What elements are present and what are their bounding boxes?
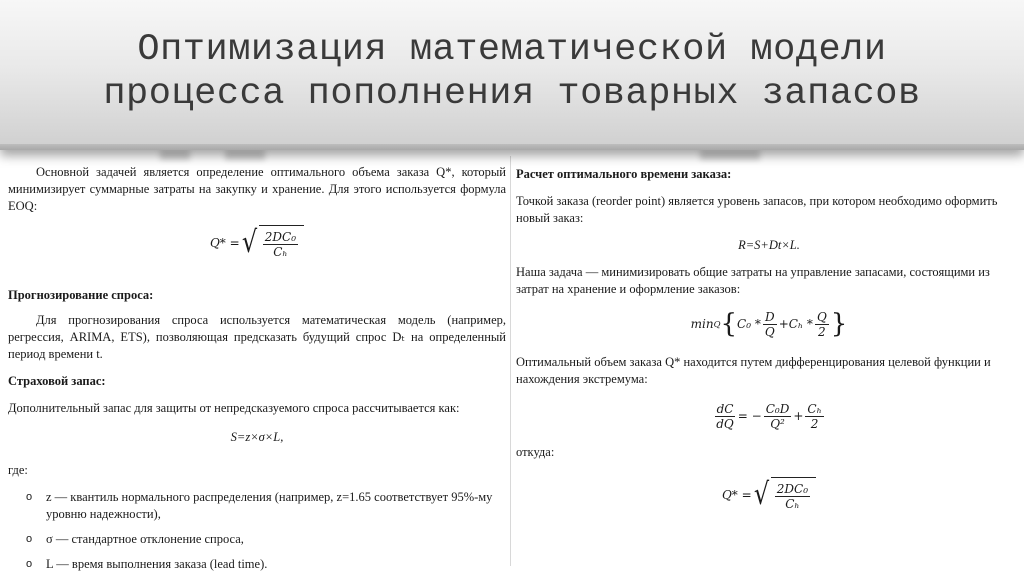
reorder-paragraph: Точкой заказа (reorder point) является уровень запасов, при котором необходимо оформить новый заказ: <box>516 194 998 225</box>
whence-label: откуда: <box>516 445 555 459</box>
sqrt-sign: √ $\frac{\text{2DC₀}}{\text{Cₕ}}$ <box>240 225 304 261</box>
column-divider <box>510 156 511 566</box>
left-column <box>8 158 506 581</box>
min-label: min <box>690 316 714 331</box>
deriv-t2-num: Cₕ <box>807 401 822 416</box>
heading-forecast: Прогнозирование спроса: <box>8 288 154 302</box>
eoq-denominator: Cₕ <box>273 245 288 259</box>
intro-paragraph: Основной задачей является определение оптимального объема заказа Q*, который минимизирует суммарные затраты на закупку и хранение. Для этого используется формула EOQ: <box>8 165 506 213</box>
optimal-paragraph: Оптимальный объем заказа Q* находится путем дифференцирования целевой функции и нахождения экстремума: <box>516 355 991 386</box>
eoq-formula-left <box>8 219 506 267</box>
deriv-t1-den: Q² <box>770 416 785 431</box>
min-frac2-num: Q <box>816 309 827 324</box>
safety-formula: S=z×σ×L, <box>230 430 284 444</box>
task-paragraph: Наша задача — минимизировать общие затраты на управление запасами, состоящими из затрат на хранение и оформление заказов: <box>516 265 990 296</box>
heading-reorder: Расчет оптимального времени заказа: <box>516 167 732 181</box>
list-item: o σ — стандартное отклонение спроса, <box>8 531 506 548</box>
derivative-formula <box>516 394 1022 438</box>
variables-list <box>8 489 506 573</box>
min-sub: Q <box>713 318 721 329</box>
list-item: o z — квантиль нормального распределения (например, z=1.65 соответствует 95%-му уровню надежности), <box>8 489 506 523</box>
reorder-formula: R=S+Dt×L. <box>738 238 800 252</box>
brace-right: } <box>830 308 848 339</box>
slide-header <box>0 0 1024 150</box>
header-shadow <box>700 150 760 160</box>
eoq-lhs: Q* = <box>209 235 240 250</box>
eoq-denominator-right: Cₕ <box>785 497 800 511</box>
slide-title <box>0 28 1024 116</box>
eoq-formula-right <box>516 471 1022 519</box>
eoq-numerator-right: 2DC₀ <box>776 482 809 496</box>
header-shadow <box>225 150 265 160</box>
slide-title-line2: процесса пополнения товарных запасов <box>103 73 921 115</box>
cost-min-formula <box>516 302 1022 346</box>
min-c0: C₀ * <box>737 316 761 331</box>
slide-title-line1: Оптимизация математической модели <box>137 29 887 71</box>
min-frac2-den: 2 <box>818 324 826 339</box>
min-frac1-den: Q <box>764 324 775 339</box>
eoq-numerator: 2DC₀ <box>264 230 297 244</box>
heading-safety-stock: Страховой запас: <box>8 374 106 388</box>
min-frac1-num: D <box>764 309 775 324</box>
deriv-t1-num: C₀D <box>765 401 790 416</box>
sqrt-sign: √ $\frac{\text{2DC₀}}{\text{Cₕ}}$ <box>752 477 816 513</box>
min-ch: +Cₕ * <box>778 316 813 331</box>
brace-left: { <box>720 308 738 339</box>
deriv-num: dC <box>716 401 734 416</box>
list-item: o L — время выполнения заказа (lead time). <box>8 556 506 573</box>
safety-paragraph: Дополнительный запас для защиты от непредсказуемого спроса рассчитывается как: <box>8 401 460 415</box>
forecast-paragraph: Для прогнозирования спроса используется математическая модель (например, регрессия, ARIMA, ETS), позволяющая предсказать будущий спрос Dₜ на определенный период времени t. <box>8 313 506 361</box>
right-column <box>516 158 1022 519</box>
deriv-eq: = − <box>737 408 762 423</box>
deriv-den: dQ <box>716 416 734 431</box>
eoq-lhs-right: Q* = <box>721 487 752 502</box>
deriv-t2-den: 2 <box>810 416 819 431</box>
deriv-plus: + <box>793 408 804 423</box>
header-shadow <box>160 150 190 160</box>
where-label: где: <box>8 463 28 477</box>
